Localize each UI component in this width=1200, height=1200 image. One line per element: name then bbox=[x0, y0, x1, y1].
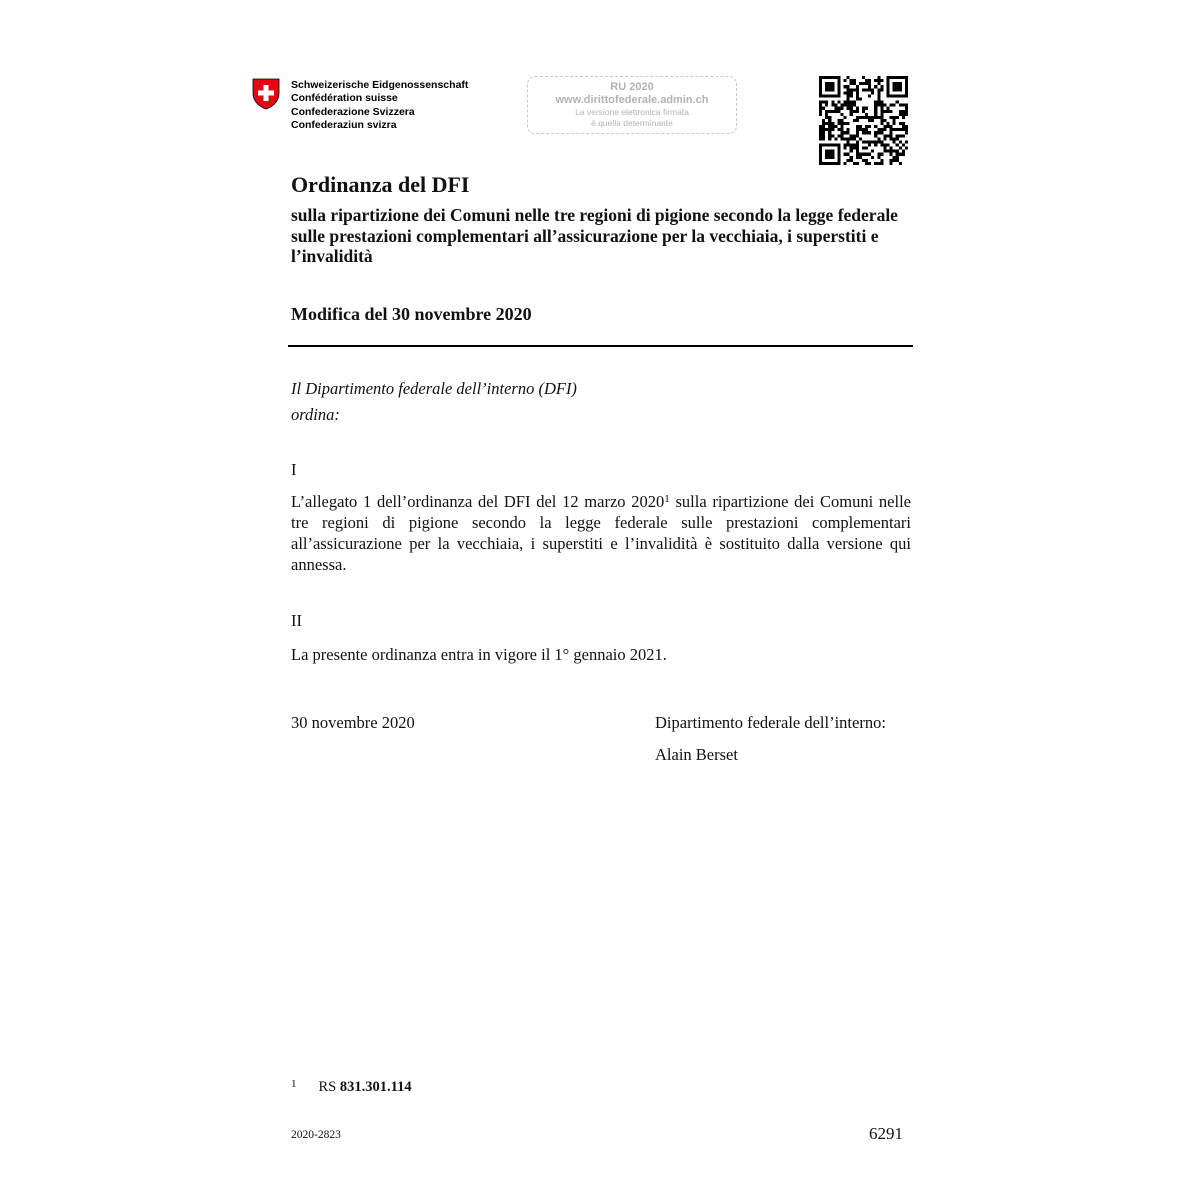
stamp-url[interactable]: www.dirittofederale.admin.ch bbox=[555, 94, 709, 106]
footnote-reference[interactable]: 831.301.114 bbox=[339, 1079, 412, 1095]
section-1-text-end: sulla ripartizione dei Comuni nelle tre regioni di pigione secondo la legge federale sulle prestazioni complementari all’assicurazione per la vecchiaia, i superstiti e l’invalidità è sostituito dalla versione qui annessa. bbox=[291, 492, 912, 574]
section-2-heading: II bbox=[291, 611, 302, 630]
swiss-cross-icon bbox=[252, 78, 280, 110]
page-number: 6291 bbox=[869, 1124, 903, 1143]
publication-stamp bbox=[527, 76, 737, 134]
footnote-prefix: RS bbox=[318, 1079, 340, 1095]
stamp-note-line1: La versione elettronica firmata bbox=[575, 107, 689, 117]
footnote-number: 1 bbox=[291, 1078, 297, 1090]
stamp-collection: RU 2020 bbox=[610, 81, 654, 93]
document-title: Ordinanza del DFI bbox=[291, 172, 470, 197]
confederation-name-it: Confederazione Svizzera bbox=[291, 105, 415, 118]
issuer-ordains: ordina: bbox=[291, 405, 340, 424]
issuer-name: Il Dipartimento federale dell’interno (DFI) bbox=[291, 379, 577, 398]
modification-date: Modifica del 30 novembre 2020 bbox=[291, 304, 532, 324]
confederation-name-rm: Confederaziun svizra bbox=[291, 118, 397, 131]
qr-code-icon bbox=[819, 76, 908, 165]
footnote bbox=[291, 1078, 412, 1096]
stamp-note-line2: è quella determinante bbox=[591, 118, 673, 128]
section-1-heading: I bbox=[291, 460, 297, 479]
document-subtitle: sulla ripartizione dei Comuni nelle tre regioni di pigione secondo la legge federale sulle prestazioni complementari all’assicurazione per la vecchiaia, i superstiti e l’invalidità bbox=[291, 205, 898, 266]
section-1-text bbox=[291, 491, 911, 575]
confederation-name-fr: Confédération suisse bbox=[291, 92, 398, 105]
signatory-name: Alain Berset bbox=[655, 745, 738, 764]
section-2-text: La presente ordinanza entra in vigore il 1° gennaio 2021. bbox=[291, 645, 667, 664]
footnote-ref[interactable]: 1 bbox=[664, 493, 670, 505]
signatory-department: Dipartimento federale dell’interno: bbox=[655, 713, 886, 732]
confederation-name-de: Schweizerische Eidgenossenschaft bbox=[291, 79, 469, 91]
section-1-text-start: L’allegato 1 dell’ordinanza del DFI del 12 marzo 2020 bbox=[291, 492, 665, 511]
document-number: 2020-2823 bbox=[291, 1129, 341, 1141]
title-divider bbox=[288, 345, 913, 347]
signature-date: 30 novembre 2020 bbox=[291, 713, 415, 732]
confederation-names bbox=[291, 79, 468, 132]
issuer bbox=[291, 376, 577, 428]
